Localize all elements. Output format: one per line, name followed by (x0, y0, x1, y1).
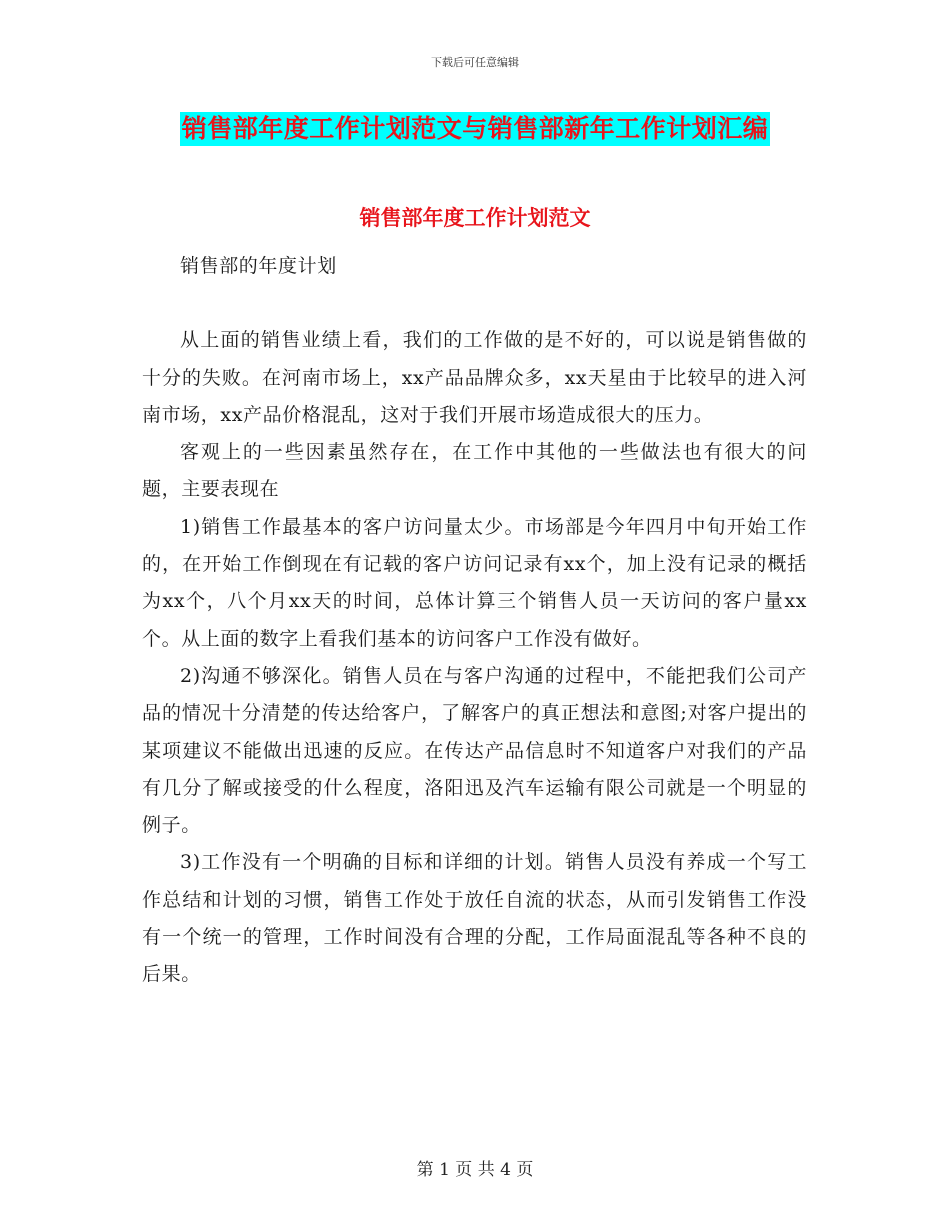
main-title-wrap (0, 112, 950, 146)
paragraph-5: 3)工作没有一个明确的目标和详细的计划。销售人员没有养成一个写工作总结和计划的习惯，销售工作处于放任自流的状态，从而引发销售工作没有一个统一的管理，工作时间没有合理的分配，工作局面混乱等各种不良的后果。 (142, 851, 807, 986)
paragraph-3: 1)销售工作最基本的客户访问量太少。市场部是今年四月中旬开始工作的，在开始工作倒现在有记载的客户访问记录有xx个，加上没有记录的概括为xx个，八个月xx天的时间，总体计算三个销售人员一天访问的客户量xx个。从上面的数字上看我们基本的访问客户工作没有做好。 (142, 515, 807, 650)
section-title: 销售部年度工作计划范文 (359, 206, 591, 230)
header-note: 下载后可任意编辑 (431, 56, 519, 69)
paragraph-1: 从上面的销售业绩上看，我们的工作做的是不好的，可以说是销售做的十分的失败。在河南市场上，xx产品品牌众多，xx天星由于比较早的进入河南市场，xx产品价格混乱，这对于我们开展市场造成很大的压力。 (142, 329, 807, 426)
main-title: 销售部年度工作计划范文与销售部新年工作计划汇编 (180, 112, 771, 146)
page-footer: 第 1 页 共 4 页 (416, 1160, 534, 1180)
document-body (142, 248, 807, 994)
subhead: 销售部的年度计划 (180, 255, 337, 277)
paragraph-4: 2)沟通不够深化。销售人员在与客户沟通的过程中，不能把我们公司产品的情况十分清楚的传达给客户，了解客户的真正想法和意图;对客户提出的某项建议不能做出迅速的反应。在传达产品信息时不知道客户对我们的产品有几分了解或接受的什么程度，洛阳迅及汽车运输有限公司就是一个明显的例子。 (142, 664, 807, 837)
paragraph-2: 客观上的一些因素虽然存在，在工作中其他的一些做法也有很大的问题，主要表现在 (142, 441, 807, 501)
